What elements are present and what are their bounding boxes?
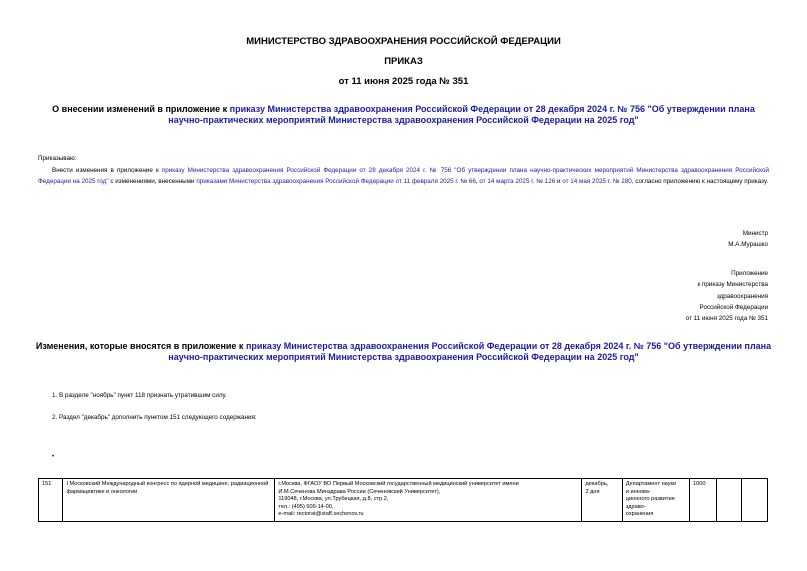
order-p-link-66[interactable]: приказами Министерства здравоохранения Российской Федерации от 11 февраля 2025 г. № 66: [196, 178, 476, 185]
order-title-prefix: О внесении изменений в приложение к: [52, 104, 230, 114]
signature-block: [728, 228, 768, 251]
date-line-2: 2 дня: [585, 488, 600, 495]
cell-participants: 1000: [689, 479, 716, 522]
appendix-line-4: Российской Федерации: [699, 303, 768, 311]
order-p-text-a: Внести изменения в приложение к: [52, 167, 162, 174]
cell-event: I Московский Международный конгресс по ядерной медицине, радиационной фармацевтике и онкологии: [63, 479, 275, 522]
appendix-line-3: здравоохранения: [716, 292, 768, 300]
order-p-link-126[interactable]: от 14 марта 2025 г. № 126: [479, 178, 556, 185]
cell-department: [622, 479, 689, 522]
bullet-marker: •: [52, 453, 55, 460]
changes-order-link-cont[interactable]: научно-практических мероприятий Министерства здравоохранения Российской Федерации на 2025 год": [168, 352, 639, 362]
order-date-line: от 11 июня 2025 года № 351: [338, 76, 469, 87]
signatory-name: М.А.Мурашко: [728, 241, 768, 249]
change-item-2: 2. Раздел "декабрь" дополнить пунктом 151 следующего содержания:: [52, 414, 257, 421]
dept-line-2: и иннова-: [625, 488, 651, 495]
dept-line-3: ционного развития: [625, 496, 675, 503]
appendix-line-5: от 11 июня 2025 года № 351: [685, 315, 768, 323]
order-intro: Приказываю:: [38, 155, 77, 162]
ministry-name: МИНИСТЕРСТВО ЗДРАВООХРАНЕНИЯ РОССИЙСКОЙ ФЕДЕРАЦИИ: [246, 36, 561, 47]
order-p-text-c: ,: [475, 178, 480, 185]
referenced-order-link-cont[interactable]: научно-практических мероприятий Министерства здравоохранения Российской Федерации на 2025 год": [168, 115, 639, 125]
signatory-position: Министр: [742, 230, 768, 237]
appendix-line-1: Приложение: [731, 270, 768, 277]
order-p-text-e: , согласно приложению к настоящему приказу.: [631, 178, 769, 185]
table-row: [39, 479, 768, 522]
place-line-3: 119048, г.Москва, ул.Трубецкая, д.8, стр.2,: [278, 496, 389, 503]
place-line-5: e-mail: rectorat@staff.sechenov.ru: [278, 511, 364, 518]
cell-empty-1: [716, 479, 742, 522]
changes-order-link[interactable]: приказу Министерства здравоохранения Российской Федерации от 28 декабря 2024 г. № 756 "Об утверждении плана: [245, 341, 772, 351]
dept-line-1: Департамент науки: [625, 481, 677, 487]
order-p-link-756[interactable]: приказу Министерства здравоохранения Российской Федерации от 28 декабря 2024 г. № 756 "Об утверждении плана научно-практических мероприятий Министерства здравоохранения Российской Федерации на 2025 год": [38, 167, 769, 185]
document-type: ПРИКАЗ: [384, 56, 423, 67]
changes-title: [0, 341, 807, 363]
place-line-4: тел.: (495) 609-14-00,: [278, 503, 334, 510]
change-item-1: 1. В разделе "ноябрь" пункт 118 признать утратившим силу.: [52, 392, 227, 399]
order-p-text-b: с изменениями, внесенными: [108, 178, 197, 185]
order-title: [0, 104, 807, 126]
order-paragraph: [38, 165, 769, 187]
cell-number: 151: [39, 479, 63, 522]
dept-line-5: охранения: [625, 511, 654, 518]
plan-table: [38, 478, 768, 522]
order-p-text-d: и: [555, 178, 563, 185]
referenced-order-link[interactable]: приказу Министерства здравоохранения Российской Федерации от 28 декабря 2024 г. № 756 "Об утверждении плана: [229, 104, 755, 114]
dept-line-4: здраво-: [625, 503, 646, 510]
place-line-1: г.Москва, ФГАОУ ВО Первый Московский государственный медицинский университет имени: [278, 481, 519, 487]
cell-empty-2: [742, 479, 768, 522]
appendix-line-2: к приказу Министерства: [697, 281, 768, 289]
order-p-link-280[interactable]: от 14 мая 2025 г. № 280: [562, 178, 632, 185]
changes-title-prefix: Изменения, которые вносятся в приложение к: [35, 341, 246, 351]
place-line-2: И.М.Сеченова Минздрава России (Сеченовский Университет),: [278, 488, 441, 495]
appendix-reference: [686, 268, 768, 324]
cell-place: [275, 479, 582, 522]
date-line-1: декабрь,: [585, 481, 609, 487]
cell-date: [582, 479, 622, 522]
